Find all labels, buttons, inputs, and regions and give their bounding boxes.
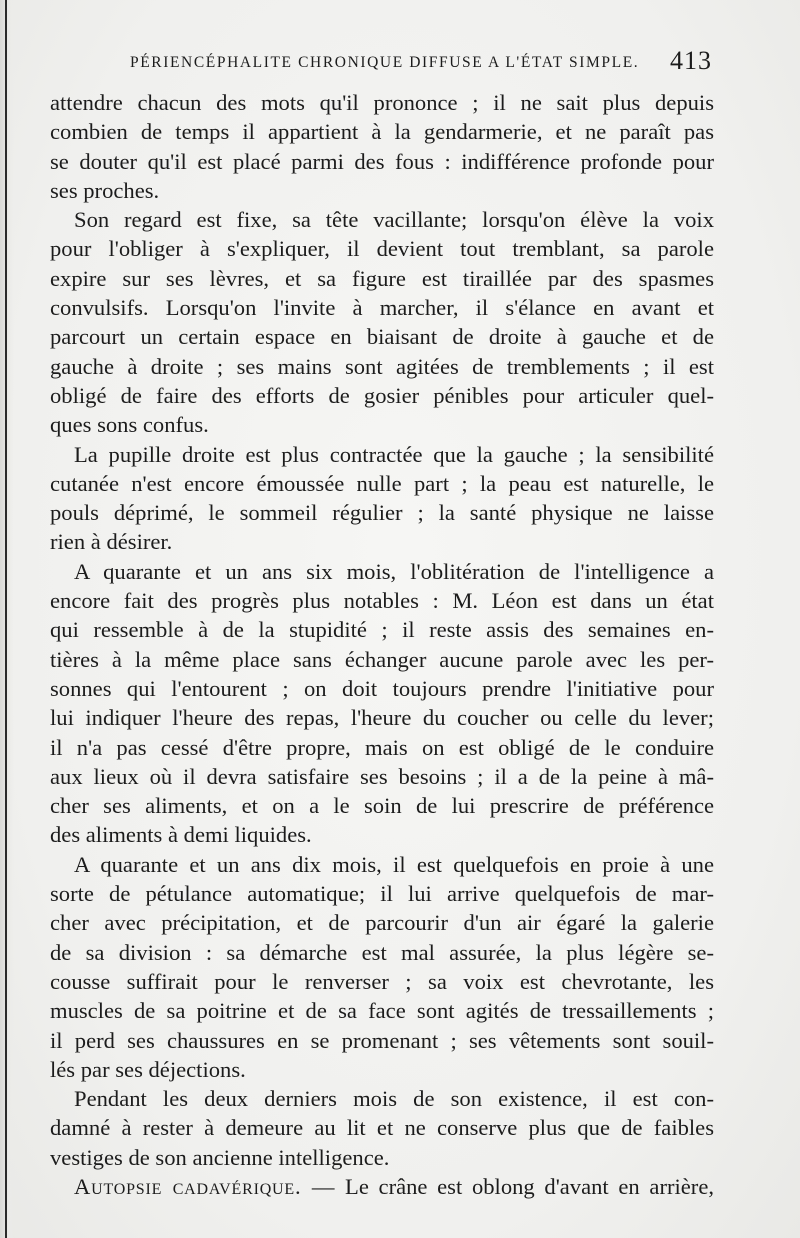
text-line: vestiges de son ancienne intelligence. <box>50 1144 390 1170</box>
text-line: convulsifs. Lorsqu'on l'invite à marcher, il s'élance en avant et <box>50 295 714 321</box>
text-line: rien à désirer. <box>50 529 173 555</box>
section-heading: Autopsie cadavérique. — <box>74 1173 336 1199</box>
text-line: encore fait des progrès plus notables : M. Léon est dans un état <box>50 588 714 614</box>
page-number: 413 <box>670 46 712 75</box>
text-line: cutanée n'est encore émoussée nulle part ; la peau est naturelle, le <box>50 470 714 496</box>
text-line: parcourt un certain espace en biaisant de droite à gauche et de <box>50 324 714 350</box>
text-line: cher avec précipitation, et de parcourir d'un air égaré la galerie <box>50 910 714 936</box>
text-line: se douter qu'il est placé parmi des fous : indifférence profonde pour <box>50 148 714 174</box>
text-line: pouls déprimé, le sommeil régulier ; la santé physique ne laisse <box>50 500 714 526</box>
text-line: damné à rester à demeure au lit et ne conserve plus que de faibles <box>50 1115 714 1141</box>
text-line: cher ses aliments, et on a le soin de lui prescrire de préférence <box>50 793 714 819</box>
text-line: aux lieux où il devra satisfaire ses besoins ; il a de la peine à mâ- <box>50 763 714 789</box>
text-line: lui indiquer l'heure des repas, l'heure du coucher ou celle du lever; <box>50 705 714 731</box>
text-line: gauche à droite ; ses mains sont agitées de tremblements ; il est <box>50 353 714 379</box>
text-line: ques sons confus. <box>50 412 209 438</box>
text-line: Son regard est fixe, sa tête vacillante; lorsqu'on élève la voix <box>74 207 714 233</box>
text-line: tières à la même place sans échanger aucune parole avec les per- <box>50 646 714 672</box>
body-text <box>50 88 714 1201</box>
text-line: expire sur ses lèvres, et sa figure est tiraillée par des spasmes <box>50 265 714 291</box>
text-line: sonnes qui l'entourent ; on doit toujours prendre l'initiative pour <box>50 675 714 701</box>
text-line: pour l'obliger à s'expliquer, il devient tout tremblant, sa parole <box>50 236 714 262</box>
text-line: des aliments à demi liquides. <box>50 822 312 848</box>
text-line: il n'a pas cessé d'être propre, mais on est obligé de le conduire <box>50 734 714 760</box>
text-line: La pupille droite est plus contractée que la gauche ; la sensibilité <box>74 441 714 467</box>
running-head: PÉRIENCÉPHALITE CHRONIQUE DIFFUSE A L'ÉTAT SIMPLE. <box>130 54 640 71</box>
text-line-with-heading <box>50 1172 714 1201</box>
text-line: Pendant les deux derniers mois de son existence, il est con- <box>74 1086 714 1112</box>
text-line: combien de temps il appartient à la gendarmerie, et ne paraît pas <box>50 119 714 145</box>
text-line: sorte de pétulance automatique; il lui arrive quelquefois de mar- <box>50 881 714 907</box>
text-line: qui ressemble à de la stupidité ; il reste assis des semaines en- <box>50 617 714 643</box>
text-line: il perd ses chaussures en se promenant ; ses vêtements sont souil- <box>50 1027 714 1053</box>
page-header <box>50 44 714 78</box>
text-line: attendre chacun des mots qu'il prononce ; il ne sait plus depuis <box>50 90 714 115</box>
text-line: obligé de faire des efforts de gosier pénibles pour articuler quel- <box>50 382 714 408</box>
text-line: muscles de sa poitrine et de sa face sont agités de tressaillements ; <box>50 998 714 1024</box>
text-line: lés par ses déjections. <box>50 1056 246 1082</box>
binding-rule <box>5 0 7 1238</box>
text-line: cousse suffirait pour le renverser ; sa voix est chevrotante, les <box>50 968 714 994</box>
text-line: Le crâne est oblong d'avant en arrière, <box>345 1173 714 1199</box>
text-line: ses proches. <box>50 177 160 203</box>
text-line: A quarante et un ans dix mois, il est quelquefois en proie à une <box>74 851 714 877</box>
text-line: de sa division : sa démarche est mal assurée, la plus légère se- <box>50 939 714 965</box>
page-binding-edge <box>0 0 14 1238</box>
text-line: A quarante et un ans six mois, l'oblitération de l'intelligence a <box>74 558 714 584</box>
